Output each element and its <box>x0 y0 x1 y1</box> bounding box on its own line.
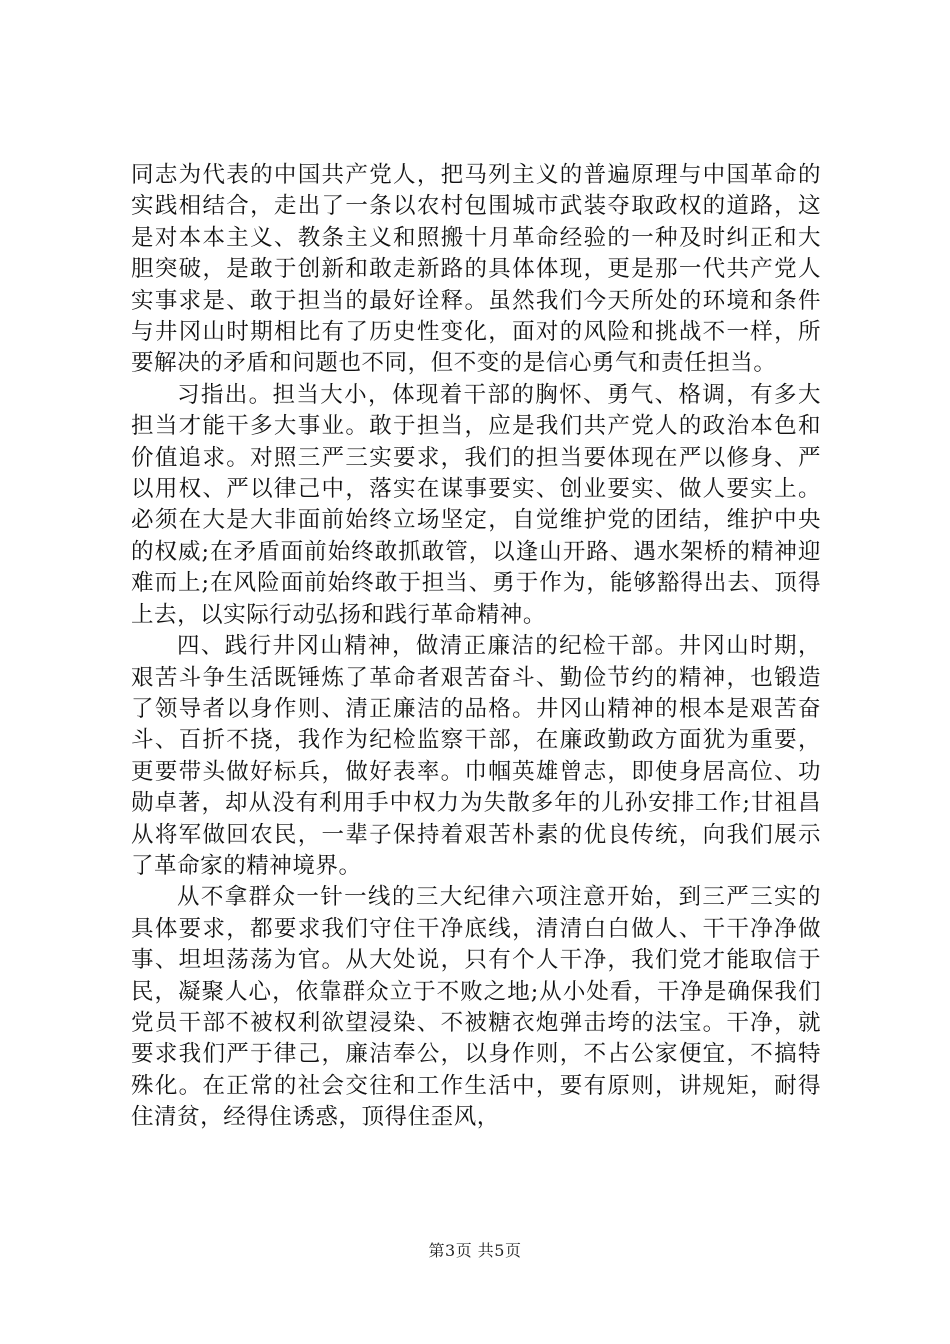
paragraph-3: 四、践行井冈山精神，做清正廉洁的纪检干部。井冈山时期，艰苦斗争生活既锤炼了革命者艰苦奋斗、勤俭节约的精神，也锻造了领导者以身作则、清正廉洁的品格。井冈山精神的根本是艰苦奋斗、百折不挠，我作为纪检监察干部，在廉政勤政方面犹为重要，更要带头做好标兵，做好表率。巾帼英雄曾志，即使身居高位、功勋卓著，却从没有利用手中权力为失散多年的儿孙安排工作;甘祖昌从将军做回农民，一辈子保持着艰苦朴素的优良传统，向我们展示了革命家的精神境界。 <box>131 633 821 879</box>
page-footer: 第3页 共5页 <box>428 1241 522 1260</box>
document-body <box>131 160 821 1134</box>
paragraph-1: 同志为代表的中国共产党人，把马列主义的普遍原理与中国革命的实践相结合，走出了一条以农村包围城市武装夺取政权的道路，这是对本本主义、教条主义和照搬十月革命经验的一种及时纠正和大胆突破，是敢于创新和敢走新路的具体体现，更是那一代共产党人实事求是、敢于担当的最好诠释。虽然我们今天所处的环境和条件与井冈山时期相比有了历史性变化，面对的风险和挑战不一样，所要解决的矛盾和问题也不同，但不变的是信心勇气和责任担当。 <box>131 162 821 377</box>
paragraph-2: 习指出。担当大小，体现着干部的胸怀、勇气、格调，有多大担当才能干多大事业。敢于担当，应是我们共产党人的政治本色和价值追求。对照三严三实要求，我们的担当要体现在严以修身、严以用权、严以律己中，落实在谋事要实、创业要实、做人要实上。必须在大是大非面前始终立场坚定，自觉维护党的团结，维护中央的权威;在矛盾面前始终敢抓敢管，以逢山开路、遇水架桥的精神迎难而上;在风险面前始终敢于担当、勇于作为，能够豁得出去、顶得上去，以实际行动弘扬和践行革命精神。 <box>131 381 821 628</box>
paragraph-4: 从不拿群众一针一线的三大纪律六项注意开始，到三严三实的具体要求，都要求我们守住干净底线，清清白白做人、干干净净做事、坦坦荡荡为官。从大处说，只有个人干净，我们党才能取信于民，凝聚人心，依靠群众立于不败之地;从小处看，干净是确保我们党员干部不被权利欲望浸染、不被糖衣炮弹击垮的法宝。干净，就要求我们严于律己，廉洁奉公，以身作则，不占公家便宜，不搞特殊化。在正常的社会交往和工作生活中，要有原则，讲规矩，耐得住清贫，经得住诱惑，顶得住歪风， <box>131 884 821 1131</box>
